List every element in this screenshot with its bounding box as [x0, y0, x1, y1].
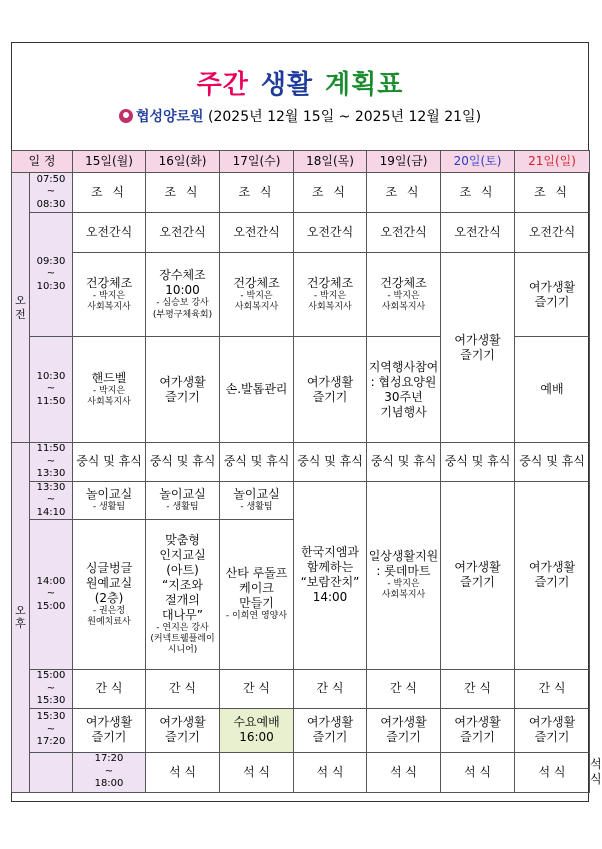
activity-title: 놀이교실 — [233, 487, 280, 502]
org-logo-icon — [119, 109, 133, 123]
activity-leader: - 박지은 사회복지사 — [308, 290, 352, 312]
cell-tue-late-morning: 여가생활 즐기기 — [146, 337, 220, 443]
header-day: 17일(수) — [220, 151, 294, 173]
time-label: 15:00 ~ 15:30 — [36, 670, 66, 706]
activity-title: 놀이교실 — [159, 487, 206, 502]
activity-leader: - 연지은 강사 (커넥트웰플레이 시니어) — [150, 622, 215, 656]
cell-pm-snack: 간 식 — [73, 670, 146, 709]
time-cell — [30, 443, 73, 482]
cell-lunch: 중식 및 휴식 — [515, 443, 590, 482]
cell-dinner: 석 식 — [146, 752, 220, 792]
activity-title: 건강체조 — [233, 275, 280, 290]
activity-leader: - 생활팀 — [240, 502, 273, 513]
cell-breakfast: 조 식 — [294, 173, 367, 213]
cell-breakfast: 조 식 — [367, 173, 441, 213]
time-cell — [30, 337, 73, 443]
cell-fri-late-morning: 지역행사참여 : 협성요양원 30주년 기념행사 — [367, 337, 441, 443]
cell-tue-exercise — [146, 253, 220, 337]
activity-leader: - 권은정 원예치료사 — [87, 605, 131, 627]
time-label: 07:50 ~ 08:30 — [36, 173, 66, 210]
header-day: 15일(월) — [73, 151, 146, 173]
cell-wed-exercise — [220, 253, 294, 337]
time-label: 15:30 ~ 17:20 — [36, 711, 66, 748]
cell-leisure: 여가생활 즐기기 — [73, 708, 146, 752]
time-cell — [30, 481, 73, 520]
cell-pm-snack: 간 식 — [294, 670, 367, 709]
activity-leader: - 박지은 사회복지사 — [87, 385, 131, 407]
cell-am-snack: 오전간식 — [146, 213, 220, 253]
org-name: 협성양로원 — [135, 109, 204, 125]
cell-thu-late-morning: 여가생활 즐기기 — [294, 337, 367, 443]
row-lunch — [12, 443, 590, 482]
cell-am-snack: 오전간식 — [515, 213, 590, 253]
time-label: 13:30 ~ 14:10 — [36, 481, 66, 518]
row-play-class — [12, 481, 590, 520]
cell-breakfast: 조 식 — [73, 173, 146, 213]
page-subtitle — [0, 106, 600, 126]
cell-sun-afternoon: 여가생활 즐기기 — [515, 481, 590, 670]
title-word-1: 주간 — [196, 70, 249, 100]
time-cell — [30, 213, 73, 337]
page-title — [0, 64, 600, 101]
cell-sat-afternoon: 여가생활 즐기기 — [441, 481, 515, 670]
time-cell — [30, 173, 73, 213]
cell-leisure: 여가생활 즐기기 — [441, 708, 515, 752]
time-label: 10:30 ~ 11:50 — [36, 370, 66, 407]
activity-leader: - 박지은 사회복지사 — [381, 290, 426, 312]
cell-thu-exercise — [294, 253, 367, 337]
cell-lunch: 중식 및 휴식 — [146, 443, 220, 482]
period-blank — [30, 752, 73, 792]
cell-breakfast: 조 식 — [146, 173, 220, 213]
activity-title: 놀이교실 — [85, 487, 133, 502]
activity-title: 한국지엠과 함께하는 “보람잔치” 14:00 — [300, 545, 360, 605]
cell-dinner: 석 식 — [294, 752, 367, 792]
activity-title: 일상생활지원 : 롯데마트 — [368, 549, 439, 578]
cell-leisure: 여가생활 즐기기 — [294, 708, 367, 752]
time-cell — [30, 708, 73, 752]
row-evening-leisure — [12, 708, 590, 752]
cell-pm-snack: 간 식 — [515, 670, 590, 709]
cell-am-snack: 오전간식 — [73, 213, 146, 253]
time-label: 11:50 ~ 13:30 — [36, 443, 66, 479]
row-breakfast — [12, 173, 590, 213]
cell-mon-late-morning — [73, 337, 146, 443]
activity-leader: - 박지은 사회복지사 — [234, 290, 279, 312]
activity-leader: - 생활팀 — [92, 502, 126, 513]
cell-lunch: 중식 및 휴식 — [367, 443, 441, 482]
header-day: 19일(금) — [367, 151, 441, 173]
cell-pm-snack: 간 식 — [441, 670, 515, 709]
cell-sun-late-morning: 예배 — [515, 337, 590, 443]
schedule-table — [11, 150, 602, 793]
cell-pm-snack: 간 식 — [367, 670, 441, 709]
cell-sun-leisure: 여가생활 즐기기 — [515, 253, 590, 337]
cell-play-class — [146, 481, 220, 520]
activity-leader: - 박지은 사회복지사 — [87, 290, 131, 312]
activity-leader: - 생활팀 — [166, 502, 199, 513]
activity-title: 건강체조 — [380, 275, 427, 290]
activity-title: 맞춤형 인지교실 (아트) “지조와 절개의 대나무” — [159, 532, 206, 622]
cell-lunch: 중식 및 휴식 — [220, 443, 294, 482]
cell-am-snack: 오전간식 — [367, 213, 441, 253]
cell-wed-afternoon — [220, 520, 294, 670]
activity-title: 건강체조 — [306, 275, 354, 290]
cell-lunch: 중식 및 휴식 — [294, 443, 367, 482]
header-day: 21일(일) — [515, 151, 590, 173]
time-cell — [30, 670, 73, 709]
date-range: (2025년 12월 15일 ~ 2025년 12월 21일) — [208, 109, 482, 125]
header-label: 일 정 — [12, 151, 73, 173]
cell-wed-late-morning: 손.발톱관리 — [220, 337, 294, 443]
header-day: 16일(화) — [146, 151, 220, 173]
time-label: 17:20 ~ 18:00 — [94, 753, 124, 790]
cell-pm-snack: 간 식 — [146, 670, 220, 709]
cell-lunch: 중식 및 휴식 — [73, 443, 146, 482]
cell-dinner: 석 식 — [220, 752, 294, 792]
time-cell — [30, 520, 73, 670]
cell-wed-worship: 수요예배 16:00 — [220, 708, 294, 752]
cell-thu-afternoon — [294, 481, 367, 670]
cell-breakfast: 조 식 — [515, 173, 590, 213]
cell-leisure: 여가생활 즐기기 — [367, 708, 441, 752]
time-label: 09:30 ~ 10:30 — [36, 255, 66, 292]
activity-title: 싱글벙글 원예교실 (2층) — [85, 560, 133, 605]
cell-fri-afternoon — [367, 481, 441, 670]
activity-leader: - 심승보 강사 (부평구체육회) — [152, 298, 213, 320]
row-dinner: 17:20 ~ 18:00 석 식 석 식 석 식 석 식 석 식 석 식 석 식 — [12, 752, 590, 792]
activity-title: 핸드벨 — [91, 370, 127, 385]
cell-breakfast: 조 식 — [220, 173, 294, 213]
cell-tue-afternoon — [146, 520, 220, 670]
cell-play-class — [220, 481, 294, 520]
activity-leader: - 박지은 사회복지사 — [381, 579, 426, 601]
cell-breakfast: 조 식 — [441, 173, 515, 213]
cell-dinner: 석 식 — [367, 752, 441, 792]
header-row — [12, 151, 590, 173]
cell-play-class — [73, 481, 146, 520]
title-word-3: 계획표 — [325, 70, 404, 100]
cell-dinner: 석 식 — [515, 752, 590, 792]
period-am — [12, 173, 30, 443]
cell-mon-afternoon — [73, 520, 146, 670]
cell-mon-exercise — [73, 253, 146, 337]
activity-leader: - 이희연 영양사 — [225, 611, 288, 622]
activity-title: 장수체조 10:00 — [159, 268, 206, 298]
time-cell — [73, 752, 146, 792]
header-day: 18일(목) — [294, 151, 367, 173]
title-word-2: 생활 — [260, 70, 314, 100]
cell-am-snack: 오전간식 — [441, 213, 515, 253]
period-label: 오 전 — [15, 293, 26, 321]
cell-dinner: 석 식 — [441, 752, 515, 792]
cell-pm-snack: 간 식 — [220, 670, 294, 709]
row-am-snack — [12, 213, 590, 253]
period-label: 오 후 — [15, 603, 26, 631]
row-exercise — [12, 253, 590, 337]
cell-am-snack: 오전간식 — [294, 213, 367, 253]
header-day: 20일(토) — [441, 151, 515, 173]
period-pm — [12, 443, 30, 793]
cell-lunch: 중식 및 휴식 — [441, 443, 515, 482]
cell-am-snack: 오전간식 — [220, 213, 294, 253]
activity-title: 산타 루돌프 케이크 만들기 — [225, 566, 288, 611]
activity-title: 건강체조 — [85, 275, 133, 290]
cell-leisure: 여가생활 즐기기 — [515, 708, 590, 752]
row-pm-snack — [12, 670, 590, 709]
cell-leisure: 여가생활 즐기기 — [146, 708, 220, 752]
time-label: 14:00 ~ 15:00 — [36, 575, 66, 612]
cell-sat-leisure: 여가생활 즐기기 — [441, 253, 515, 443]
cell-fri-exercise — [367, 253, 441, 337]
